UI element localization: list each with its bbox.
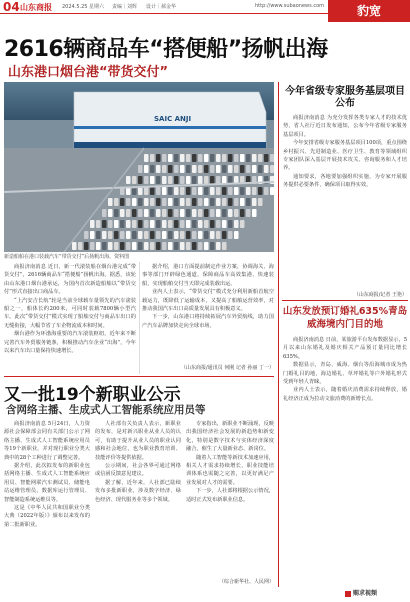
article2-paragraph: 随着人工智能等新技术加速应用，相关人才需求持续增长，职业技能培训体系也需随之完善，以更好满足产业发展对人才的需要。 <box>186 454 274 486</box>
parked-car <box>120 242 125 250</box>
car-carrier-ship-image <box>4 82 274 252</box>
parked-car <box>246 198 251 206</box>
parked-car <box>162 176 167 184</box>
parked-car <box>168 231 173 239</box>
footer-text: 赐求视频 <box>353 590 378 597</box>
parked-car <box>204 165 209 173</box>
parked-car <box>198 231 203 239</box>
parked-car <box>114 209 119 217</box>
parked-car <box>108 231 113 239</box>
parked-car <box>228 165 233 173</box>
parked-car <box>144 231 149 239</box>
article-separator <box>4 376 274 377</box>
parked-car <box>96 220 101 228</box>
parked-car <box>222 165 227 173</box>
sidebar-paragraph: 今年安排省级专家服务基层项目100项，重点围绕乡村振兴、先进制造业、医疗卫生、教育等领域组织专家团队深入基层开展技术攻关、咨询服务和人才培养。 <box>283 140 407 172</box>
parked-car <box>168 165 173 173</box>
parked-car <box>168 198 173 206</box>
parked-car <box>216 154 221 162</box>
parked-car <box>186 220 191 228</box>
parked-car <box>138 176 143 184</box>
article2-paragraph: 商报济南消息 5月24日，人力资源社会保障部会同有关部门公示了网络主播、生成式人工智能系统应用员等19个新职业，并对现行职业分类大典中的28个工种进行了调整完善。 <box>4 421 90 461</box>
parked-car <box>246 154 251 162</box>
parked-car <box>174 165 179 173</box>
parked-car <box>258 187 263 195</box>
lead-subheadline: 山东港口烟台港“带货交付” <box>8 65 169 80</box>
lead-paragraph: “上汽安吉长航”轮是当前全球载车量领先的汽车滚装船之一，船体长约200米，可同时装载7800辆小型汽车。此次“带货交付”模式实现了船舶交付与商品车出口的无缝衔接，大幅节省了车企物流成本和时间。 <box>4 297 136 329</box>
parked-car <box>90 220 95 228</box>
parked-car <box>210 154 215 162</box>
parked-car <box>132 198 137 206</box>
parked-car <box>192 209 197 217</box>
sidebar-separator <box>282 300 408 301</box>
parked-car <box>186 209 191 217</box>
parked-car <box>150 165 155 173</box>
parked-car <box>228 154 233 162</box>
parked-car <box>252 209 257 217</box>
parked-car <box>132 231 137 239</box>
parked-car <box>156 165 161 173</box>
article2-paragraph: 这是《中华人民共和国职业分类大典（2022年版）》颁布以来发布的第二批新职业。 <box>4 505 90 528</box>
website-link[interactable]: http://www.subaonews.com <box>255 3 324 9</box>
photo-caption: 新造船舶在港口装载汽车“带货交付”后扬帆出海。资料图 <box>4 254 130 260</box>
parked-car <box>120 220 125 228</box>
parked-car <box>174 198 179 206</box>
designer-credit: 设计｜郝金华 <box>146 4 177 10</box>
section-title: 山东商报 <box>20 3 52 12</box>
parked-car <box>150 187 155 195</box>
parked-car <box>198 220 203 228</box>
parked-car <box>186 198 191 206</box>
parked-car <box>126 209 131 217</box>
parked-car <box>252 187 257 195</box>
parked-car <box>174 187 179 195</box>
parked-car <box>216 187 221 195</box>
article2-paragraph: 专家指出，新职业不断涌现，反映出我国经济社会发展的新趋势和新变化，特别是数字技术与实体经济深度融合，催生了大量新业态、新岗位。 <box>186 421 274 453</box>
parked-car <box>222 220 227 228</box>
parked-car <box>156 209 161 217</box>
parked-car <box>156 220 161 228</box>
parked-car <box>216 220 221 228</box>
parked-car <box>258 165 263 173</box>
parked-car <box>192 198 197 206</box>
parked-car <box>198 154 203 162</box>
article2-paragraph: 公示期间，社会各界可通过网络或信函反馈意见建议。 <box>95 463 181 478</box>
parked-car <box>168 220 173 228</box>
sidebar-paragraph: 通知要求，各地要加强组织实施，为专家开展服务提供必要条件，确保项目取得实效。 <box>283 173 407 189</box>
parked-car <box>210 209 215 217</box>
parked-car <box>108 209 113 217</box>
column-divider <box>139 262 140 374</box>
parked-car <box>138 198 143 206</box>
parked-car <box>234 154 239 162</box>
parked-car <box>150 176 155 184</box>
parked-car <box>102 242 107 250</box>
parked-car <box>108 220 113 228</box>
parked-car <box>192 231 197 239</box>
parked-car <box>102 220 107 228</box>
parked-car <box>84 242 89 250</box>
parked-car <box>234 198 239 206</box>
parked-car <box>174 220 179 228</box>
article2-column-1 <box>4 420 90 584</box>
parked-car <box>138 242 143 250</box>
lead-byline: （山东商报/通讯员 何刚 记者 孙丽 丁一） <box>180 365 274 371</box>
parked-car <box>204 187 209 195</box>
parked-car <box>132 242 137 250</box>
parked-car <box>228 198 233 206</box>
parked-car <box>252 154 257 162</box>
article2-column-2 <box>95 420 181 584</box>
parked-car <box>168 242 173 250</box>
article2-subheadline: 含网络主播、生成式人工智能系统应用员等 <box>6 404 206 416</box>
parked-car <box>216 198 221 206</box>
parked-car <box>144 198 149 206</box>
parked-car <box>150 231 155 239</box>
parked-car <box>234 209 239 217</box>
parked-car <box>174 176 179 184</box>
parked-car <box>240 154 245 162</box>
page-number: 04 <box>3 0 20 14</box>
sidebar-item1-title: 今年省级专家服务基层项目公布 <box>285 86 405 109</box>
brand-logo: 豹宽 <box>328 0 410 22</box>
parked-car <box>240 187 245 195</box>
parked-car <box>204 242 209 250</box>
parked-car <box>198 242 203 250</box>
parked-car <box>252 165 257 173</box>
parked-car <box>228 209 233 217</box>
parked-car <box>180 154 185 162</box>
parked-car <box>156 187 161 195</box>
editor-credit: 责编｜刘辉 <box>112 4 138 10</box>
parked-car <box>114 220 119 228</box>
parked-car <box>210 242 215 250</box>
parked-car <box>216 231 221 239</box>
parked-car <box>186 176 191 184</box>
parked-car <box>204 231 209 239</box>
parked-car <box>270 165 274 173</box>
parked-car <box>210 198 215 206</box>
parked-car <box>180 198 185 206</box>
parked-car <box>150 242 155 250</box>
parked-car <box>120 209 125 217</box>
parked-car <box>150 198 155 206</box>
parked-car <box>216 242 221 250</box>
parked-car <box>126 231 131 239</box>
parked-car <box>114 198 119 206</box>
parked-car <box>156 242 161 250</box>
parked-car <box>108 242 113 250</box>
parked-car <box>144 154 149 162</box>
sidebar-paragraph: 商报济南消息 日前，某旅游平台发布数据显示，5月以来山东婚礼及婚庆相关产品预订量同比增长635%。 <box>283 337 407 360</box>
parked-car <box>222 187 227 195</box>
parked-car <box>228 187 233 195</box>
parked-car <box>144 187 149 195</box>
parked-car <box>144 220 149 228</box>
parked-car <box>168 187 173 195</box>
article2-paragraph: 据介绍，此次拟发布的新职业包括网络主播、生成式人工智能系统应用员、智能网联汽车测试员、储能电站运维管理员、数据库运行管理员、智能制造系统运维员等。 <box>4 463 90 503</box>
parked-car <box>246 209 251 217</box>
parked-car <box>180 176 185 184</box>
parked-car <box>162 209 167 217</box>
parked-car <box>138 187 143 195</box>
parked-car <box>240 165 245 173</box>
lead-column-2 <box>142 263 274 363</box>
parked-car <box>210 220 215 228</box>
parked-car <box>234 220 239 228</box>
parked-car <box>222 198 227 206</box>
parked-car <box>234 231 239 239</box>
parked-car <box>180 187 185 195</box>
parked-car <box>144 176 149 184</box>
parked-car <box>180 231 185 239</box>
parked-car <box>138 231 143 239</box>
parked-car <box>180 165 185 173</box>
parked-car <box>162 198 167 206</box>
parked-car <box>168 209 173 217</box>
parked-car <box>180 220 185 228</box>
parked-car <box>258 154 263 162</box>
parked-car <box>234 187 239 195</box>
article2-byline: （综合新华社、人民网） <box>218 579 274 585</box>
parked-car <box>222 242 227 250</box>
parked-car <box>180 209 185 217</box>
parked-car <box>156 231 161 239</box>
lead-column-1 <box>4 263 136 375</box>
parked-car <box>192 154 197 162</box>
parked-car <box>198 198 203 206</box>
parked-car <box>162 242 167 250</box>
parked-car <box>144 209 149 217</box>
parked-car <box>186 242 191 250</box>
parked-car <box>126 220 131 228</box>
parked-car <box>162 154 167 162</box>
parked-car <box>192 242 197 250</box>
parked-car <box>72 242 77 250</box>
parked-car <box>96 231 101 239</box>
parked-car <box>102 231 107 239</box>
parked-car <box>216 209 221 217</box>
lead-headline: 2616辆商品车“搭便船”扬帆出海 <box>4 37 328 62</box>
parked-car <box>168 176 173 184</box>
parked-car <box>120 198 125 206</box>
parked-car <box>90 242 95 250</box>
parked-car <box>210 187 215 195</box>
parked-car <box>168 154 173 162</box>
parked-car <box>192 165 197 173</box>
article2-paragraph: 据了解，近年来，人社部已陆续发布多批新职业，涉及数字经济、绿色经济、现代服务业等多个领域。 <box>95 479 181 503</box>
parked-car <box>174 154 179 162</box>
parked-car <box>84 231 89 239</box>
parked-car <box>216 176 221 184</box>
parked-car <box>210 176 215 184</box>
article2-column-3 <box>186 420 274 576</box>
sidebar-item1-byline: （山东商报/记者 王艳） <box>353 292 407 298</box>
parked-car <box>228 220 233 228</box>
parked-car <box>198 209 203 217</box>
parked-car <box>174 231 179 239</box>
parked-car <box>78 242 83 250</box>
parked-car <box>216 165 221 173</box>
parked-car <box>204 176 209 184</box>
parked-car <box>156 176 161 184</box>
sidebar-paragraph: 商报济南消息 为充分发挥各类专家人才的技术优势，省人社厅近日发布通知，公布今年省级专家服务基层项目。 <box>283 115 407 138</box>
parked-car <box>138 165 143 173</box>
sidebar-item1-body <box>283 114 407 290</box>
lead-paragraph: 商报济南消息 近日，新一代滚装船在烟台港完成“带货交付”，2616辆商品车“搭便船”扬帆出海。据悉，该轮由山东港口烟台港承运，为国内首次新造船舶以“带货交付”形式直接出口商品车。 <box>4 264 136 296</box>
ship-name: SAIC ANJI <box>154 115 192 123</box>
parked-car <box>228 231 233 239</box>
parked-car <box>240 209 245 217</box>
parked-car <box>186 187 191 195</box>
sidebar-item2-title: 山东发放预订婚礼635%青岛威海境内门目的地 <box>282 306 408 330</box>
parked-car <box>144 165 149 173</box>
lead-paragraph: 下一步，山东港口将持续拓展汽车外贸航线，助力国产汽车品牌加快走向全球市场。 <box>142 314 274 329</box>
parked-car <box>138 209 143 217</box>
parked-car <box>180 242 185 250</box>
parked-car <box>204 154 209 162</box>
footer-marker-icon <box>345 591 351 597</box>
parked-car <box>150 154 155 162</box>
parked-car <box>162 220 167 228</box>
parked-car <box>204 198 209 206</box>
parked-car <box>192 176 197 184</box>
parked-car <box>174 209 179 217</box>
parked-car <box>192 187 197 195</box>
parked-car <box>270 154 274 162</box>
article2-paragraph: 下一步，人社部将根据公示情况，适时正式发布新职业信息。 <box>186 488 274 503</box>
parked-car <box>132 176 137 184</box>
parked-car <box>240 220 245 228</box>
parked-car <box>126 176 131 184</box>
parked-car <box>156 198 161 206</box>
parked-car <box>234 165 239 173</box>
parked-car <box>132 209 137 217</box>
parked-car <box>126 198 131 206</box>
parked-car <box>186 165 191 173</box>
parked-car <box>90 231 95 239</box>
parked-car <box>210 231 215 239</box>
article2-headline: 又一批19个新职业公示 <box>4 385 181 405</box>
parked-car <box>252 198 257 206</box>
parked-car <box>138 220 143 228</box>
parked-car <box>126 242 131 250</box>
parked-car <box>144 242 149 250</box>
parked-car <box>222 231 227 239</box>
parked-car <box>264 187 269 195</box>
sidebar-paragraph: 数据显示，青岛、威海、烟台等沿海城市成为热门婚礼目的地，海边婚礼、草坪婚礼等户外婚礼形式受到年轻人青睐。 <box>283 362 407 386</box>
lead-paragraph: 烟台港作为环渤海重要的汽车滚装枢纽，近年来不断完善汽车外贸服务链条，积极推动汽车企业“出海”，今年以来汽车出口量保持快速增长。 <box>4 331 136 355</box>
article2-paragraph: 人社部有关负责人表示，新职业的发布，是对新兴职业从业人员的认可，有助于提升从业人员的职业认同感和社会地位，也为职业教育培训、技能评价等提供依据。 <box>95 421 181 461</box>
parked-car <box>246 165 251 173</box>
issue-date: 2024.5.25 星期六 <box>62 4 105 10</box>
parked-car <box>222 209 227 217</box>
parked-car <box>162 187 167 195</box>
parked-car <box>150 220 155 228</box>
lead-photo <box>4 82 274 252</box>
footer-tag <box>345 588 377 597</box>
parked-car <box>96 242 101 250</box>
parked-car <box>222 154 227 162</box>
parked-car <box>114 231 119 239</box>
parked-car <box>258 198 263 206</box>
parked-car <box>246 187 251 195</box>
parked-car <box>198 187 203 195</box>
parked-car <box>240 198 245 206</box>
parked-car <box>198 165 203 173</box>
parked-car <box>264 165 269 173</box>
parked-car <box>162 231 167 239</box>
parked-car <box>204 220 209 228</box>
parked-car <box>270 187 274 195</box>
parked-car <box>186 231 191 239</box>
parked-car <box>264 154 269 162</box>
sidebar-divider <box>278 82 279 587</box>
parked-car <box>174 242 179 250</box>
parked-car <box>162 165 167 173</box>
sidebar-item2-body <box>283 336 407 580</box>
parked-car <box>114 242 119 250</box>
parked-car <box>150 209 155 217</box>
parked-car <box>108 198 113 206</box>
parked-car <box>132 220 137 228</box>
parked-car <box>156 154 161 162</box>
parked-car <box>192 220 197 228</box>
parked-car <box>186 154 191 162</box>
sidebar-paragraph: 业内人士表示，随着婚庆消费需求持续释放，婚礼经济正成为拉动文旅消费的新增长点。 <box>283 387 407 402</box>
parked-car <box>204 209 209 217</box>
parked-car <box>210 165 215 173</box>
parked-car <box>198 176 203 184</box>
lead-paragraph: 业内人士表示，“带货交付”模式充分利用新船首航空载运力，既降低了运输成本，又提高了船舶运营效率，对推动我国汽车出口高质量发展具有积极意义。 <box>142 289 274 313</box>
lead-paragraph: 据介绍，港口方面提前制定作业方案，协调海关、海事等部门开辟绿色通道，保障商品车高效集港、快速装船，实现船舶交付当天即完成装载出运。 <box>142 264 274 287</box>
parked-car <box>102 209 107 217</box>
parked-car <box>120 231 125 239</box>
